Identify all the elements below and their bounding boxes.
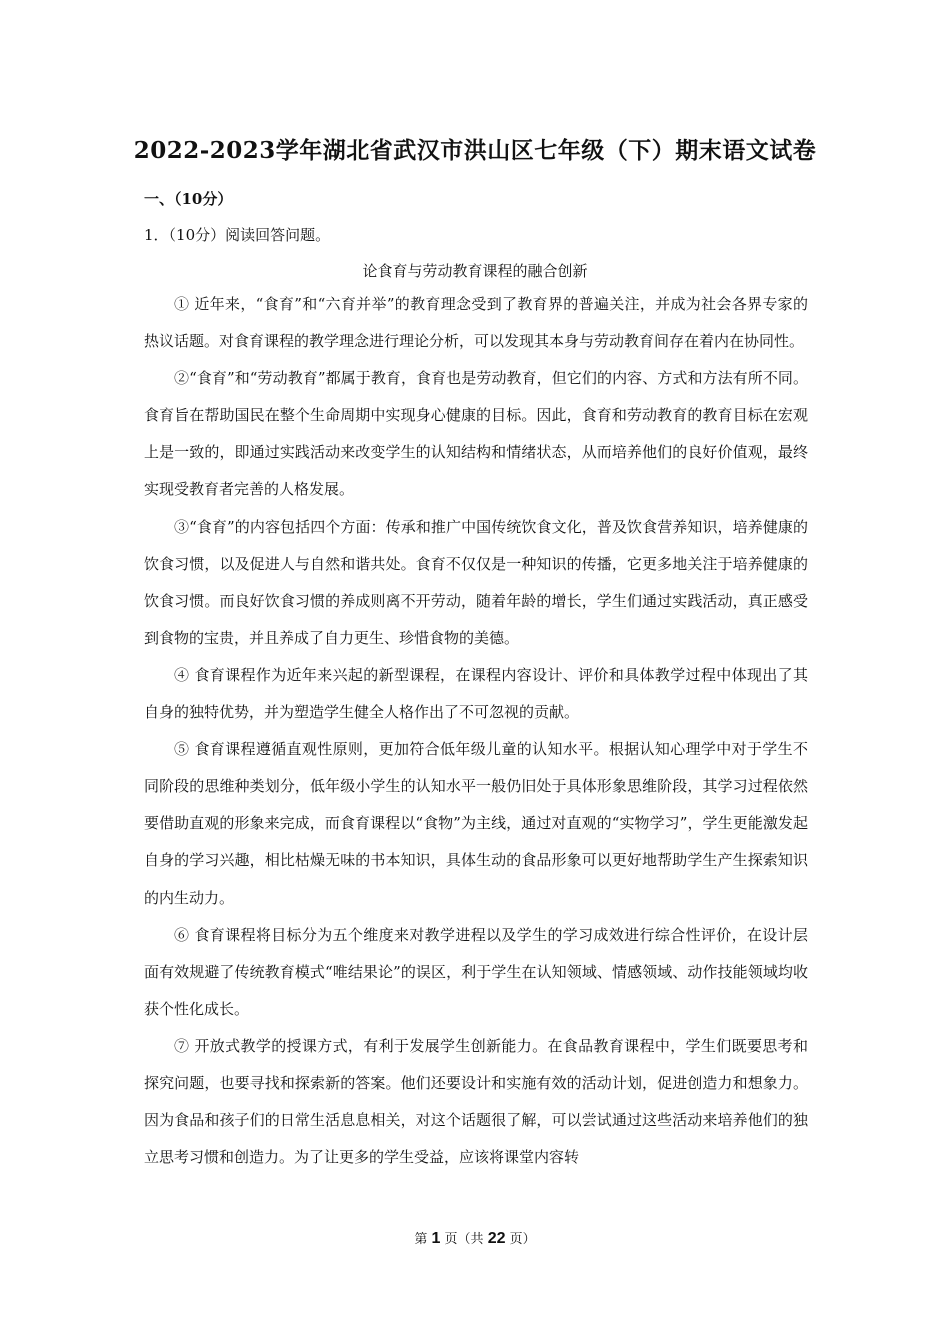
exam-title: 2022-2023学年湖北省武汉市洪山区七年级（下）期末语文试卷: [133, 137, 817, 164]
footer-page-number: 1: [431, 1230, 441, 1247]
section-heading: 一、（10分）: [144, 190, 233, 208]
paragraph-6: ⑥ 食育课程将目标分为五个维度来对教学进程以及学生的学习成效进行综合性评价，在设计层面有效规避了传统教育模式“唯结果论”的误区，利于学生在认知领域、情感领域、动作技能领域均收获个性化成长。: [144, 925, 808, 1018]
page-footer: [0, 1228, 950, 1248]
question-prompt: 1．（10分）阅读回答问题。: [144, 226, 331, 244]
paragraph-1: ① 近年来，“食育”和“六育并举”的教育理念受到了教育界的普遍关注，并成为社会各界专家的热议话题。对食育课程的教学理念进行理论分析，可以发现其本身与劳动教育间存在着内在协同性。: [144, 295, 808, 351]
article-body: [144, 286, 808, 1176]
footer-total-pages: 22: [487, 1230, 506, 1247]
paragraph-3: ③“食育”的内容包括四个方面：传承和推广中国传统饮食文化，普及饮食营养知识，培养健康的饮食习惯，以及促进人与自然和谐共处。食育不仅仅是一种知识的传播，它更多地关注于培养健康的饮食习惯。而良好饮食习惯的养成则离不开劳动，随着年龄的增长，学生们通过实践活动，真正感受到食物的宝贵，并且养成了自力更生、珍惜食物的美德。: [144, 517, 808, 647]
article-title: 论食育与劳动教育课程的融合创新: [362, 262, 588, 280]
paragraph-2: ②“食育”和“劳动教育”都属于教育，食育也是劳动教育，但它们的内容、方式和方法有所不同。食育旨在帮助国民在整个生命周期中实现身心健康的目标。因此，食育和劳动教育的教育目标在宏观上是一致的，即通过实践活动来改变学生的认知结构和情绪状态，从而培养他们的良好价值观，最终实现受教育者完善的人格发展。: [144, 369, 808, 499]
footer-middle: 页（共: [444, 1232, 484, 1247]
paragraph-5: ⑤ 食育课程遵循直观性原则，更加符合低年级儿童的认知水平。根据认知心理学中对于学生不同阶段的思维种类划分，低年级小学生的认知水平一般仍旧处于具体形象思维阶段，其学习过程依然要借助直观的形象来完成，而食育课程以“食物”为主线，通过对直观的“实物学习”，学生更能激发起自身的学习兴趣，相比枯燥无味的书本知识，具体生动的食品形象可以更好地帮助学生产生探索知识的内生动力。: [144, 740, 808, 907]
footer-prefix: 第: [414, 1232, 428, 1247]
footer-suffix: 页）: [509, 1232, 536, 1247]
paragraph-4: ④ 食育课程作为近年来兴起的新型课程，在课程内容设计、评价和具体教学过程中体现出了其自身的独特优势，并为塑造学生健全人格作出了不可忽视的贡献。: [144, 665, 808, 722]
paragraph-7: ⑦ 开放式教学的授课方式，有利于发展学生创新能力。在食品教育课程中，学生们既要思考和探究问题，也要寻找和探索新的答案。他们还要设计和实施有效的活动计划，促进创造力和想象力。因为食品和孩子们的日常生活息息相关，对这个话题很了解，可以尝试通过这些活动来培养他们的独立思考习惯和创造力。为了让更多的学生受益，应该将课堂内容转: [144, 1036, 808, 1167]
